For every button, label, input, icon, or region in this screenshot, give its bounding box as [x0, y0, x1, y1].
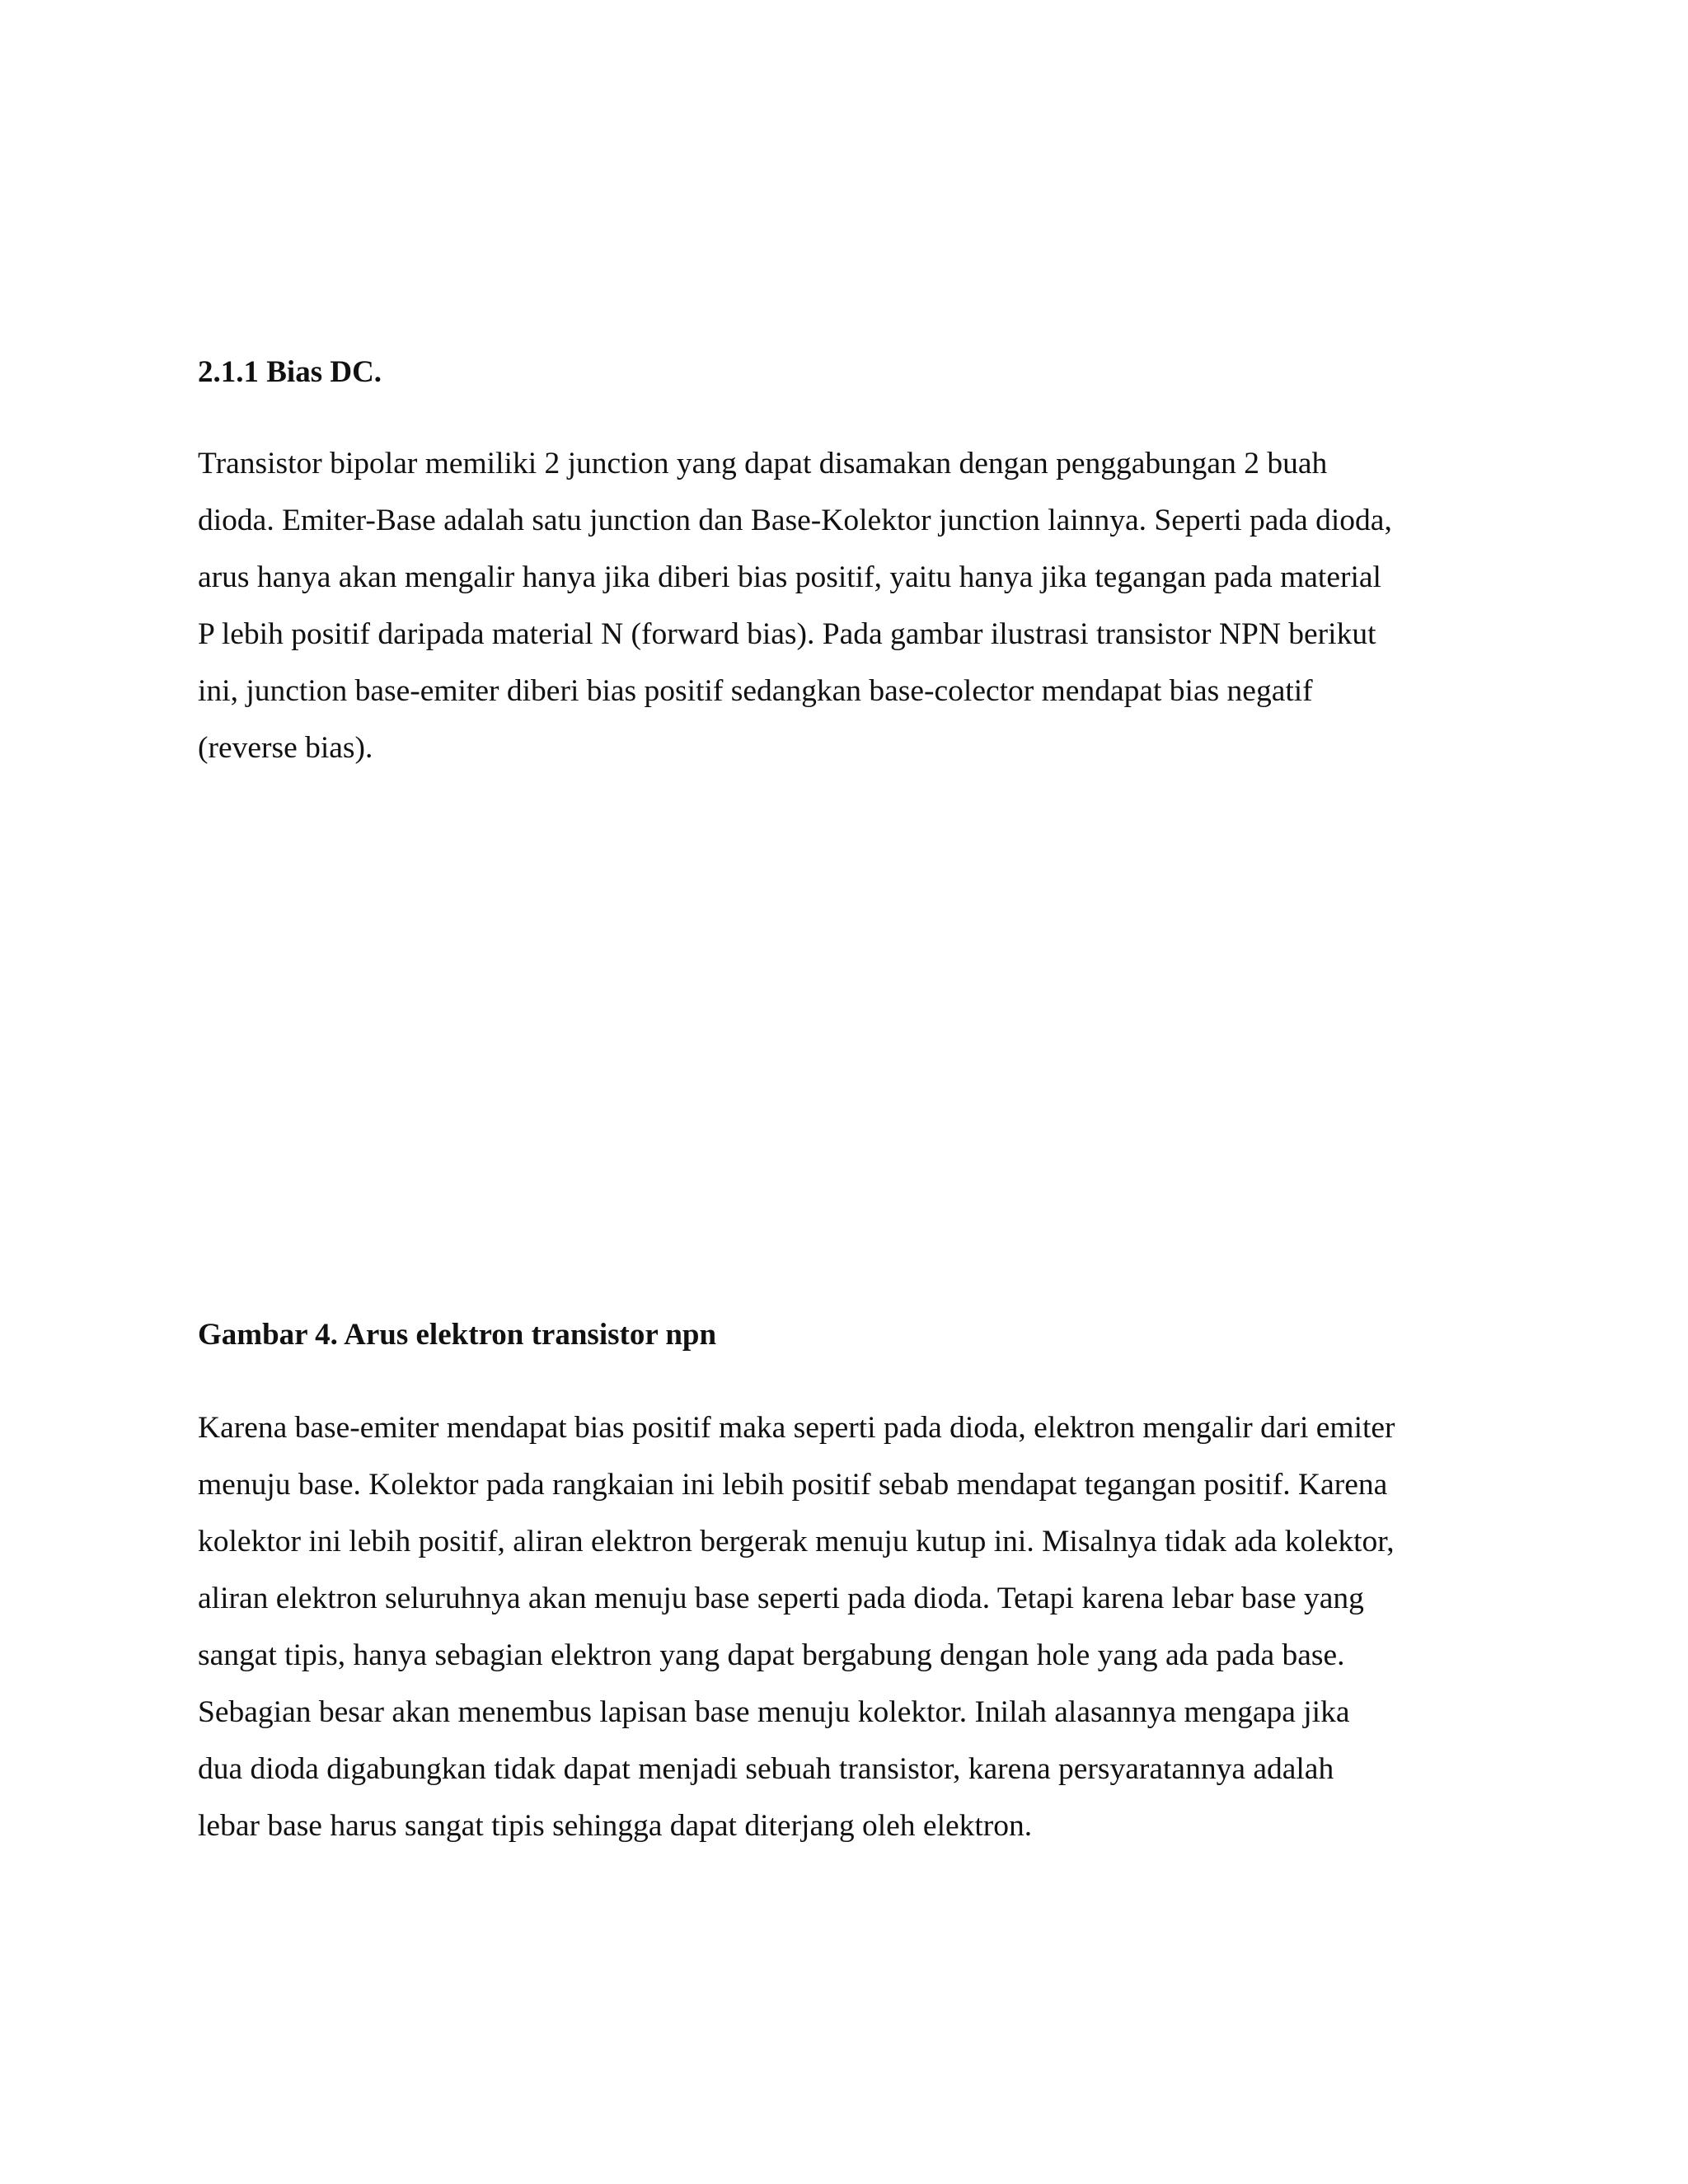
- paragraph-line: menuju base. Kolektor pada rangkaian ini lebih positif sebab mendapat tegangan positif. Karena: [198, 1468, 1388, 1502]
- figure-caption: Gambar 4. Arus elektron transistor npn: [198, 1318, 717, 1352]
- intro-paragraph: [198, 435, 1492, 776]
- explanation-paragraph: [198, 1399, 1492, 1854]
- paragraph-line: Sebagian besar akan menembus lapisan base menuju kolektor. Inilah alasannya mengapa jika: [198, 1695, 1350, 1729]
- paragraph-line: Karena base-emiter mendapat bias positif maka seperti pada dioda, elektron mengalir dari emiter: [198, 1411, 1395, 1445]
- paragraph-line: dioda. Emiter-Base adalah satu junction dan Base-Kolektor junction lainnya. Seperti pada dioda,: [198, 504, 1392, 537]
- paragraph-line: lebar base harus sangat tipis sehingga dapat diterjang oleh elektron.: [198, 1809, 1033, 1843]
- section-heading: 2.1.1 Bias DC.: [198, 355, 382, 389]
- paragraph-line: Transistor bipolar memiliki 2 junction yang dapat disamakan dengan penggabungan 2 buah: [198, 447, 1328, 480]
- paragraph-line: P lebih positif daripada material N (forward bias). Pada gambar ilustrasi transistor NPN berikut: [198, 617, 1376, 651]
- paragraph-line: ini, junction base-emiter diberi bias positif sedangkan base-colector mendapat bias negatif: [198, 674, 1313, 708]
- paragraph-line: dua dioda digabungkan tidak dapat menjadi sebuah transistor, karena persyaratannya adalah: [198, 1752, 1334, 1786]
- paragraph-line: aliran elektron seluruhnya akan menuju base seperti pada dioda. Tetapi karena lebar base yang: [198, 1582, 1364, 1615]
- paragraph-line: arus hanya akan mengalir hanya jika diberi bias positif, yaitu hanya jika tegangan pada material: [198, 560, 1381, 594]
- figure-area: [198, 808, 1492, 1269]
- paragraph-line: (reverse bias).: [198, 731, 373, 765]
- paragraph-line: sangat tipis, hanya sebagian elektron yang dapat bergabung dengan hole yang ada pada base.: [198, 1638, 1345, 1672]
- paragraph-line: kolektor ini lebih positif, aliran elektron bergerak menuju kutup ini. Misalnya tidak ada kolektor,: [198, 1525, 1395, 1558]
